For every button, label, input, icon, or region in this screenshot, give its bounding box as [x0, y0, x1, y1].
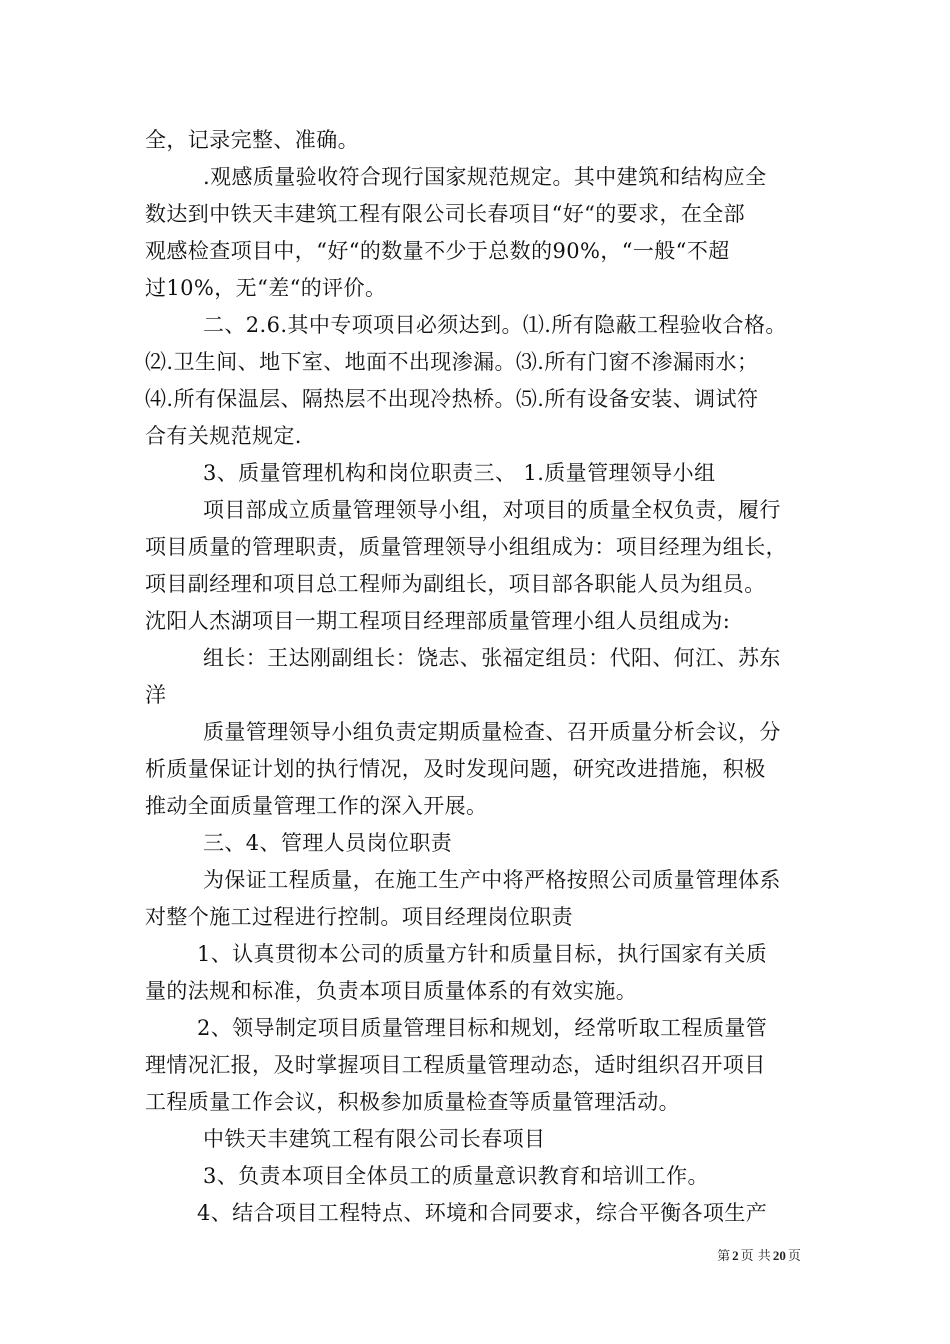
- text-line: 理情况汇报，及时掌握项目工程质量管理动态，适时组织召开项目: [145, 1053, 766, 1077]
- text-line: 工程质量工作会议，积极参加质量检查等质量管理活动。: [145, 1090, 680, 1114]
- text-line: 对整个施工过程进行控制。项目经理岗位职责: [145, 905, 573, 929]
- text-line: 合有关规范规定.: [145, 424, 302, 448]
- text-line: 为保证工程质量，在施工生产中将严格按照公司质量管理体系: [203, 868, 781, 892]
- text-line: 量的法规和标准，负责本项目质量体系的有效实施。: [145, 979, 638, 1003]
- text-line: 观感检查项目中，“好“的数量不少于总数的90%，“一般“不超: [145, 239, 730, 263]
- text-line: 三、4、管理人员岗位职责: [203, 831, 453, 855]
- text-line: 1、认真贯彻本公司的质量方针和质量目标，执行国家有关质: [197, 942, 768, 966]
- text-line: ⑵.卫生间、地下室、地面不出现渗漏。⑶.所有门窗不渗漏雨水；: [145, 350, 759, 374]
- text-line: 二、2.6.其中专项项目必须达到。⑴.所有隐蔽工程验收合格。: [203, 313, 787, 337]
- text-line: 项目质量的管理职责，质量管理领导小组组成为：项目经理为组长，: [145, 535, 787, 559]
- text-line: ⑷.所有保温层、隔热层不出现冷热桥。⑸.所有设备安装、调试符: [145, 387, 759, 411]
- text-line: 项目副经理和项目总工程师为副组长，项目部各职能人员为组员。: [145, 572, 766, 596]
- text-line: 过10%，无“差“的评价。: [145, 276, 387, 300]
- text-line: 数达到中铁天丰建筑工程有限公司长春项目“好“的要求，在全部: [145, 202, 746, 226]
- text-line: 3、负责本项目全体员工的质量意识教育和培训工作。: [203, 1164, 709, 1188]
- text-line: 组长：王达刚副组长：饶志、张福定组员：代阳、何江、苏东: [203, 646, 781, 670]
- text-line: 中铁天丰建筑工程有限公司长春项目: [203, 1127, 546, 1151]
- page-suffix: 页: [787, 1249, 801, 1264]
- text-line: .观感质量验收符合现行国家规范规定。其中建筑和结构应全: [203, 165, 767, 189]
- text-line: 4、结合项目工程特点、环境和合同要求，综合平衡各项生产: [197, 1201, 768, 1225]
- text-line: 洋: [145, 683, 167, 707]
- page-prefix: 第: [717, 1249, 731, 1264]
- text-line: 质量管理领导小组负责定期质量检查、召开质量分析会议，分: [203, 720, 781, 744]
- text-line: 析质量保证计划的执行情况，及时发现问题，研究改进措施，积极: [145, 757, 766, 781]
- page-number: [284, 1246, 950, 1267]
- current-page-number: 2: [732, 1248, 739, 1263]
- text-line: 3、质量管理机构和岗位职责三、 1.质量管理领导小组: [203, 461, 716, 485]
- total-pages-number: 20: [772, 1248, 786, 1263]
- page-middle: 页 共: [740, 1249, 771, 1264]
- text-line: 全，记录完整、准确。: [145, 128, 359, 152]
- text-line: 2、领导制定项目质量管理目标和规划，经常听取工程质量管: [197, 1016, 768, 1040]
- page-footer: [0, 1246, 950, 1267]
- text-line: 推动全面质量管理工作的深入开展。: [145, 794, 488, 818]
- text-line: 项目部成立质量管理领导小组，对项目的质量全权负责，履行: [203, 498, 781, 522]
- text-line: 沈阳人杰湖项目一期工程项目经理部质量管理小组人员组成为:: [145, 609, 731, 633]
